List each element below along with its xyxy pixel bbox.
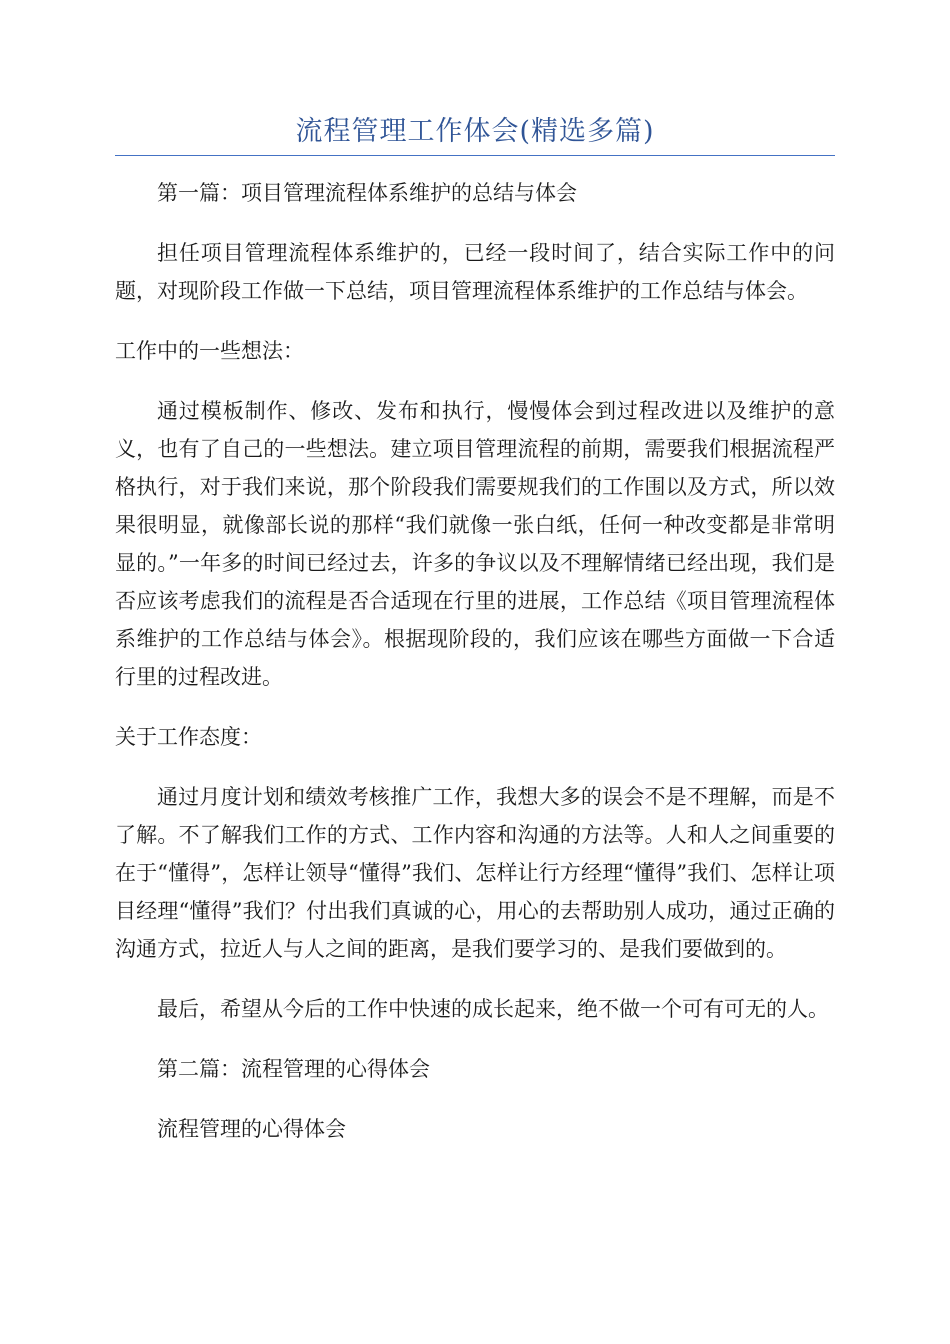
section-subtitle-2: 流程管理的心得体会 — [157, 1117, 346, 1141]
title-underline — [115, 155, 835, 156]
paragraph-intro: 担任项目管理流程体系维护的，已经一段时间了，结合实际工作中的问题，对现阶段工作做一下总结，项目管理流程体系维护的工作总结与体会。 — [115, 241, 835, 303]
paragraph-attitude: 通过月度计划和绩效考核推广工作，我想大多的误会不是不理解，而是不了解。不了解我们工作的方式、工作内容和沟通的方法等。人和人之间重要的在于“懂得”，怎样让领导“懂得”我们、怎样让行方经理“懂得”我们、怎样让项目经理“懂得”我们？付出我们真诚的心，用心的去帮助别人成功，通过正确的沟通方式，拉近人与人之间的距离，是我们要学习的、是我们要做到的。 — [115, 785, 835, 961]
section-heading-2: 第二篇：流程管理的心得体会 — [157, 1057, 430, 1081]
subheading-attitude: 关于工作态度： — [115, 725, 262, 749]
document-title: 流程管理工作体会(精选多篇) — [295, 116, 655, 147]
paragraph-closing: 最后，希望从今后的工作中快速的成长起来，绝不做一个可有可无的人。 — [157, 997, 829, 1021]
section-heading-1: 第一篇：项目管理流程体系维护的总结与体会 — [157, 181, 577, 205]
document-body — [115, 174, 835, 1170]
paragraph-ideas: 通过模板制作、修改、发布和执行，慢慢体会到过程改进以及维护的意义，也有了自己的一些想法。建立项目管理流程的前期，需要我们根据流程严格执行，对于我们来说，那个阶段我们需要规我们的工作围以及方式，所以效果很明显，就像部长说的那样“我们就像一张白纸，任何一种改变都是非常明显的。”一年多的时间已经过去，许多的争议以及不理解情绪已经出现，我们是否应该考虑我们的流程是否合适现在行里的进展，工作总结《项目管理流程体系维护的工作总结与体会》。根据现阶段的，我们应该在哪些方面做一下合适行里的过程改进。 — [115, 399, 835, 689]
subheading-ideas: 工作中的一些想法： — [115, 339, 304, 363]
